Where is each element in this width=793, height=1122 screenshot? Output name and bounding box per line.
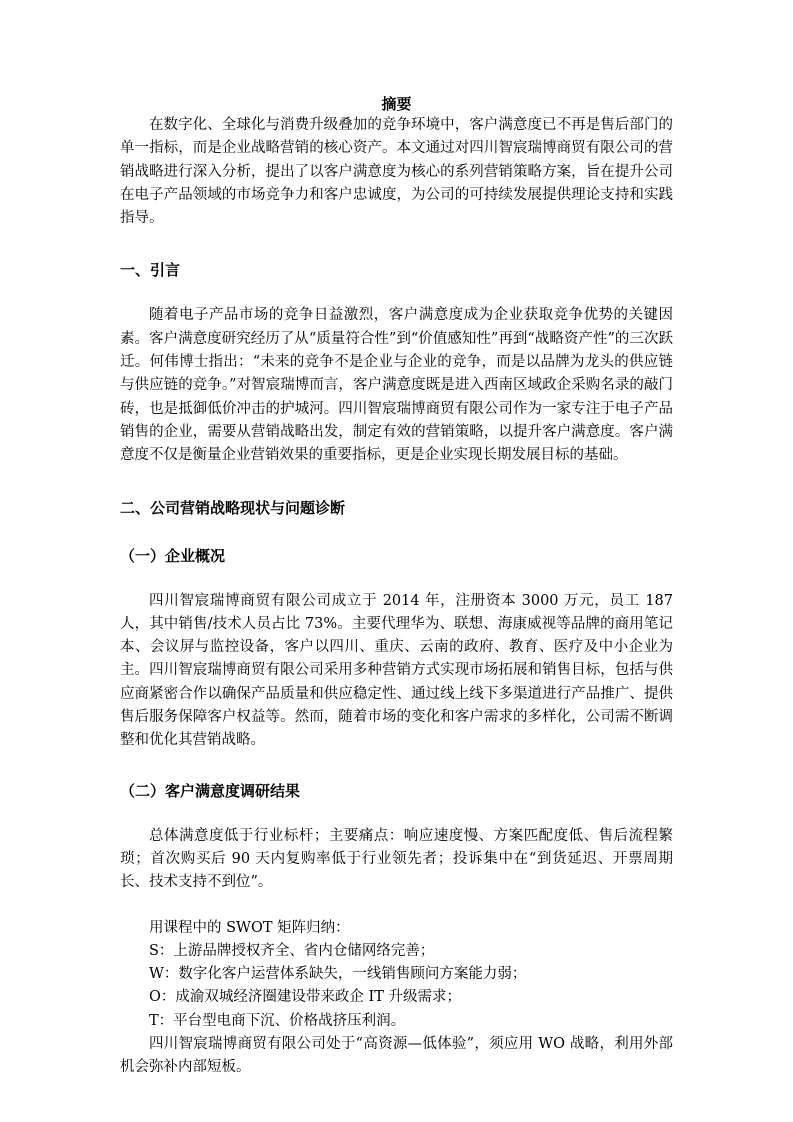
survey-results-paragraph: 总体满意度低于行业标杆；主要痛点：响应速度慢、方案匹配度低、售后流程繁琐；首次购买后 90 天内复购率低于行业领先者；投诉集中在“到货延迟、开票周期长、技术支持不到位”。 xyxy=(120,827,673,891)
swot-intro: 用课程中的 SWOT 矩阵归纳： xyxy=(149,919,350,936)
document-page xyxy=(120,94,673,1080)
swot-item-threats: T：平台型电商下沉、价格战挤压利润。 xyxy=(149,1012,406,1029)
introduction-paragraph: 随着电子产品市场的竞争日益激烈，客户满意度成为企业获取竞争优势的关键因素。客户满意度研究经历了从“质量符合性”到“价值感知性”再到“战略资产性”的三次跃迁。何伟博士指出：“未来的竞争不是企业与企业的竞争，而是以品牌为龙头的供应链与供应链的竞争。”对智宸瑞博而言，客户满意度既是进入西南区域政企采购名录的敲门砖，也是抵御低价冲击的护城河。四川智宸瑞博商贸有限公司作为一家专注于电子产品销售的企业，需要从营销战略出发，制定有效的营销策略，以提升客户满意度。客户满意度不仅是衡量企业营销效果的重要指标，更是企业实现长期发展目标的基础。 xyxy=(120,307,673,464)
swot-item-weaknesses: W：数字化客户运营体系缺失，一线销售顾问方案能力弱； xyxy=(149,966,527,983)
spacer xyxy=(120,895,673,917)
section-heading-strategy: 二、公司营销战略现状与问题诊断 xyxy=(120,498,346,517)
swot-item-opportunities: O：成渝双城经济圈建设带来政企 IT 升级需求； xyxy=(149,989,462,1006)
abstract-title: 摘要 xyxy=(381,95,412,113)
subsection-heading-survey-results: （二）客户满意度调研结果 xyxy=(120,781,301,800)
section-heading-introduction: 一、引言 xyxy=(120,261,181,280)
company-overview-paragraph: 四川智宸瑞博商贸有限公司成立于 2014 年，注册资本 3000 万元，员工 187人，其中销售/技术人员占比 73%。主要代理华为、联想、海康威视等品牌的商用笔记本、会议屏与监控设备，客户以四川、重庆、云南的政府、教育、医疗及中小企业为主。四川智宸瑞博商贸有限公司采用多种营销方式实现市场拓展和销售目标，包括与供应商紧密合作以确保产品质量和供应稳定性、通过线上线下多渠道进行产品推广、提供售后服务保障客户权益等。然而，随着市场的变化和客户需求的多样化，公司需不断调整和优化其营销战略。 xyxy=(120,592,673,749)
abstract-paragraph: 在数字化、全球化与消费升级叠加的竞争环境中，客户满意度已不再是售后部门的单一指标，而是企业战略营销的核心资产。本文通过对四川智宸瑞博商贸有限公司的营销战略进行深入分析，提出了以客户满意度为核心的系列营销策略方案，旨在提升公司在电子产品领域的市场竞争力和客户忠诚度，为公司的可持续发展提供理论支持和实践指导。 xyxy=(120,117,673,227)
subsection-heading-company-overview: （一）企业概况 xyxy=(120,546,226,565)
swot-conclusion: 四川智宸瑞博商贸有限公司处于“高资源—低体验”，须应用 WO 战略，利用外部机会弥补内部短板。 xyxy=(120,1036,673,1076)
swot-item-strengths: S：上游品牌授权齐全、省内仓储网络完善； xyxy=(149,942,435,959)
